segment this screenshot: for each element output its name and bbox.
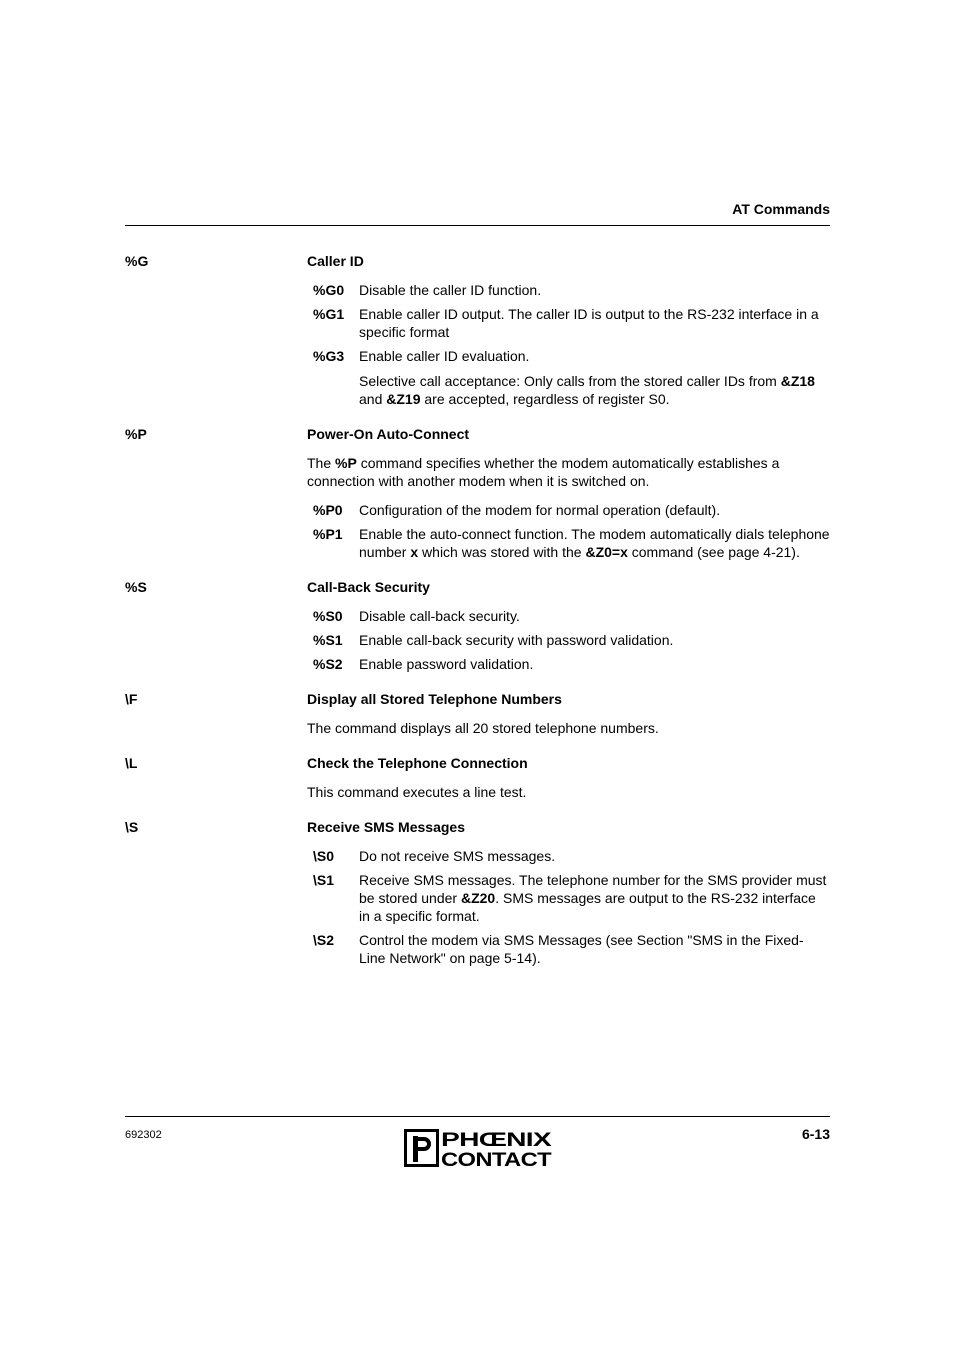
section-description bbox=[307, 454, 830, 490]
note-text: and bbox=[359, 391, 387, 407]
option-text: Enable password validation. bbox=[359, 656, 534, 672]
section-command-code: %P bbox=[125, 426, 147, 442]
option-text-part: Receive SMS messages. The telephone number for the SMS provider must be stored under bbox=[359, 872, 827, 906]
logo-text-line2: CONTACT bbox=[441, 1150, 552, 1169]
option-text: Disable the caller ID function. bbox=[359, 282, 542, 298]
option-row bbox=[307, 655, 830, 673]
section-title: Check the Telephone Connection bbox=[307, 755, 528, 771]
option-bold-value: x bbox=[410, 544, 419, 560]
option-row bbox=[307, 281, 830, 299]
section-body bbox=[307, 426, 830, 561]
option-code: %G3 bbox=[313, 348, 345, 364]
option-text-part: which was stored with the bbox=[418, 544, 586, 560]
section-call-back-security bbox=[125, 579, 830, 673]
section-power-on-auto-connect bbox=[125, 426, 830, 561]
logo-text-line1: PHŒNIX bbox=[441, 1130, 552, 1151]
option-text: Control the modem via SMS Messages (see Section "SMS in the Fixed-Line Network" on page 5-14). bbox=[359, 932, 804, 966]
note-bold-command: &Z18 bbox=[780, 373, 815, 389]
option-row bbox=[307, 347, 830, 365]
section-body bbox=[307, 691, 830, 737]
note-text: are accepted, regardless of register S0. bbox=[420, 391, 670, 407]
option-text bbox=[359, 525, 830, 561]
desc-text: The bbox=[307, 455, 336, 471]
document-number: 692302 bbox=[125, 1129, 162, 1141]
command-sections bbox=[125, 253, 830, 985]
note-text: Selective call acceptance: Only calls from the stored caller IDs from bbox=[359, 373, 781, 389]
section-command-code: \F bbox=[125, 691, 138, 707]
option-code: %S2 bbox=[313, 656, 343, 672]
section-command-code: %G bbox=[125, 253, 149, 269]
section-title: Caller ID bbox=[307, 253, 364, 269]
option-text: Enable caller ID evaluation. bbox=[359, 348, 530, 364]
section-title: Receive SMS Messages bbox=[307, 819, 465, 835]
option-code: %P1 bbox=[313, 526, 343, 542]
option-code: \S2 bbox=[313, 932, 335, 948]
option-text: Enable caller ID output. The caller ID is output to the RS-232 interface in a specific format bbox=[359, 306, 819, 340]
section-title: Call-Back Security bbox=[307, 579, 430, 595]
section-command-code: \S bbox=[125, 819, 139, 835]
option-code: %G1 bbox=[313, 306, 345, 322]
option-bold-command: &Z0=x bbox=[585, 544, 628, 560]
option-text: Do not receive SMS messages. bbox=[359, 848, 556, 864]
section-display-stored-numbers bbox=[125, 691, 830, 737]
option-text: Configuration of the modem for normal operation (default). bbox=[359, 502, 721, 518]
option-text bbox=[359, 871, 830, 925]
desc-bold-command: %P bbox=[335, 455, 357, 471]
page-number: 6-13 bbox=[801, 1126, 830, 1142]
section-receive-sms bbox=[125, 819, 830, 967]
section-body bbox=[307, 755, 830, 801]
running-header-title: AT Commands bbox=[732, 201, 830, 217]
option-row bbox=[307, 525, 830, 561]
section-body bbox=[307, 579, 830, 673]
option-code: %P0 bbox=[313, 502, 343, 518]
option-text-part: command (see page 4-21). bbox=[627, 544, 800, 560]
option-code: %S1 bbox=[313, 632, 343, 648]
footer-rule bbox=[125, 1116, 830, 1117]
option-note bbox=[359, 372, 830, 408]
section-description: This command executes a line test. bbox=[307, 784, 527, 800]
option-row bbox=[307, 501, 830, 519]
section-command-code: \L bbox=[125, 755, 138, 771]
note-bold-command: &Z19 bbox=[386, 391, 421, 407]
option-code: \S0 bbox=[313, 848, 335, 864]
desc-text: command specifies whether the modem automatically establishes a connection with another modem when it is switched on. bbox=[307, 455, 780, 489]
option-text: Enable call-back security with password validation. bbox=[359, 632, 674, 648]
option-text-part: Enable the auto-connect function. The modem automatically dials telephone number bbox=[359, 526, 830, 560]
option-bold-command: &Z20 bbox=[460, 890, 496, 906]
phoenix-contact-logo bbox=[404, 1127, 552, 1169]
section-caller-id bbox=[125, 253, 830, 408]
option-row bbox=[307, 305, 830, 341]
option-code: \S1 bbox=[313, 872, 335, 888]
section-command-code: %S bbox=[125, 579, 147, 595]
section-title: Power-On Auto-Connect bbox=[307, 426, 470, 442]
option-row bbox=[307, 847, 830, 865]
option-code: %S0 bbox=[313, 608, 343, 624]
header-rule bbox=[125, 225, 830, 226]
option-row bbox=[307, 607, 830, 625]
option-code: %G0 bbox=[313, 282, 345, 298]
option-row bbox=[307, 931, 830, 967]
option-row bbox=[307, 631, 830, 649]
option-row bbox=[307, 871, 830, 925]
section-body bbox=[307, 253, 830, 408]
option-text: Disable call-back security. bbox=[359, 608, 520, 624]
section-title: Display all Stored Telephone Numbers bbox=[307, 691, 562, 707]
option-text-part: . SMS messages are output to the RS-232 interface in a specific format. bbox=[359, 890, 816, 924]
section-description: The command displays all 20 stored telephone numbers. bbox=[307, 720, 659, 736]
section-body bbox=[307, 819, 830, 967]
section-check-telephone-connection bbox=[125, 755, 830, 801]
